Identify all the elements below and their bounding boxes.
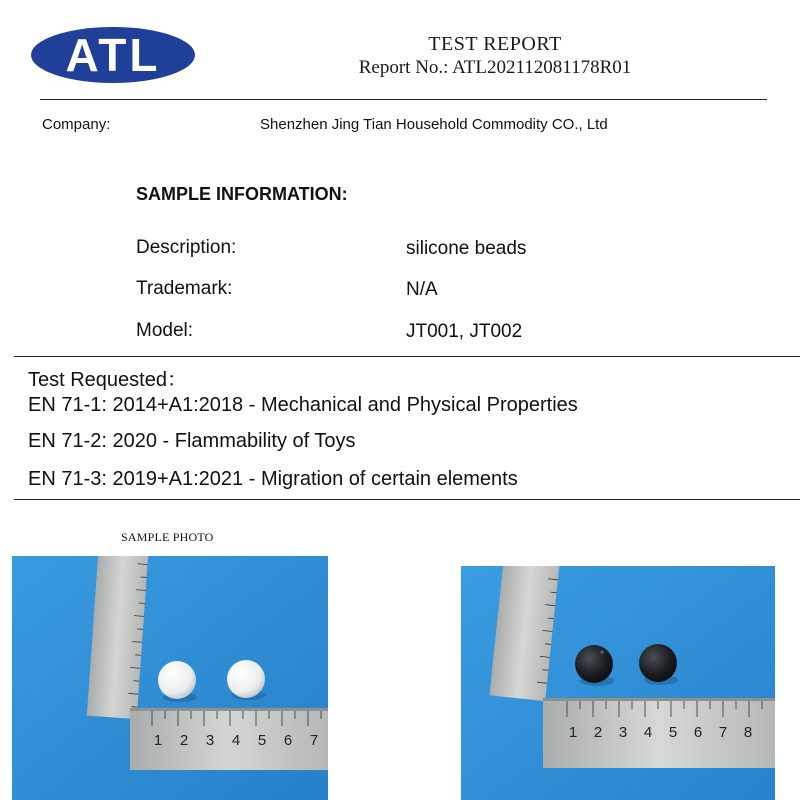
horizontal-ruler <box>130 708 328 770</box>
trademark-value: N/A <box>406 279 438 300</box>
test-item-en71-1: EN 71-1: 2014+A1:2018 - Mechanical and Physical Properties <box>28 394 578 416</box>
ruler-digit: 5 <box>257 732 267 749</box>
report-number: Report No.: ATL202112081178R01 <box>358 57 632 78</box>
sample-photo-black-beads <box>461 566 775 800</box>
report-title: TEST REPORT <box>428 33 562 55</box>
black-bead <box>639 644 677 682</box>
header-divider <box>40 99 767 100</box>
trademark-label: Trademark: <box>136 278 233 299</box>
ruler-digit: 4 <box>643 724 653 741</box>
model-label: Model: <box>136 320 194 341</box>
test-requested-heading: Test Requested： <box>28 369 187 391</box>
ruler-digit: 6 <box>283 732 293 749</box>
ruler-digit: 2 <box>593 724 603 741</box>
atl-logo <box>30 26 196 84</box>
ruler-digit: 1 <box>568 724 578 741</box>
company-name: Shenzhen Jing Tian Household Commodity CO., Ltd <box>260 116 608 133</box>
sample-photo-caption: SAMPLE PHOTO <box>121 530 214 544</box>
ruler-digit: 7 <box>309 732 319 749</box>
sample-info-title: SAMPLE INFORMATION: <box>136 184 348 204</box>
ruler-digit: 2 <box>179 732 189 749</box>
white-bead <box>158 661 196 699</box>
sample-info-divider <box>14 356 800 357</box>
report-header <box>300 33 690 81</box>
sample-photo-white-beads <box>12 556 328 800</box>
description-value: silicone beads <box>406 238 527 259</box>
white-bead <box>227 660 265 698</box>
test-item-en71-3: EN 71-3: 2019+A1:2021 - Migration of certain elements <box>28 468 518 490</box>
ruler-digit: 3 <box>618 724 628 741</box>
ruler-digit: 6 <box>693 724 703 741</box>
ruler-digit: 3 <box>205 732 215 749</box>
atl-logo-text: ATL <box>65 29 161 81</box>
ruler-digit: 1 <box>153 732 163 749</box>
black-bead <box>575 645 613 683</box>
horizontal-ruler <box>543 698 775 768</box>
ruler-digit: 4 <box>231 732 241 749</box>
company-label: Company: <box>42 116 111 133</box>
ruler-digit: 8 <box>743 724 753 741</box>
tests-divider <box>14 499 800 500</box>
ruler-digit: 7 <box>718 724 728 741</box>
description-label: Description: <box>136 237 237 258</box>
test-item-en71-2: EN 71-2: 2020 - Flammability of Toys <box>28 430 356 452</box>
ruler-digit: 5 <box>668 724 678 741</box>
model-value: JT001, JT002 <box>406 321 523 342</box>
